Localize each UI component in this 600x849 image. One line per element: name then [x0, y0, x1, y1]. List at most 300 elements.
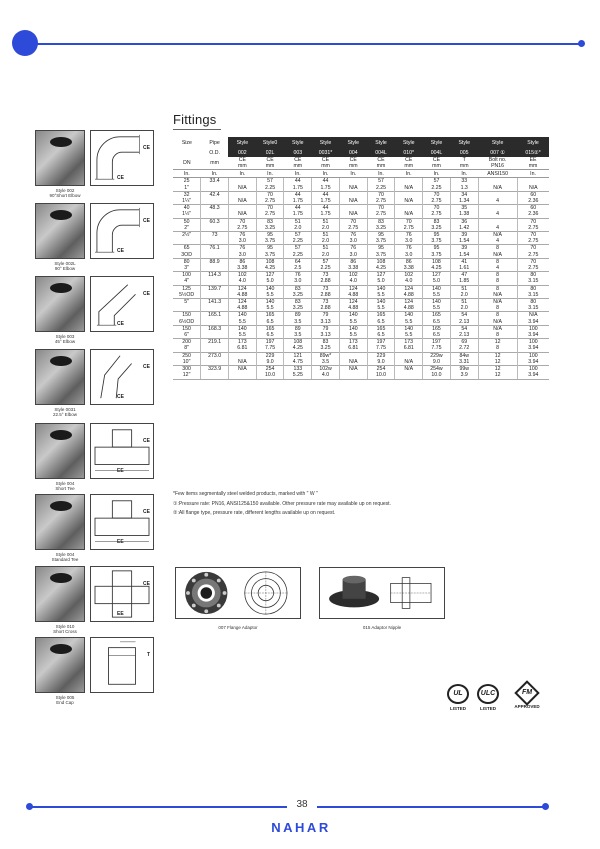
table-cell: 32 — [173, 191, 201, 198]
table-cell: 41 — [450, 258, 478, 265]
table-cell: 254 — [367, 366, 395, 373]
table-row — [173, 252, 549, 259]
table-cell: 165 — [256, 312, 284, 319]
table-cell: 3.0 — [395, 252, 423, 259]
fitting-drawing — [90, 566, 154, 622]
table-cell: 4.75 — [284, 359, 312, 366]
table-cell: 108 — [367, 258, 395, 265]
table-cell: 86 — [395, 258, 423, 265]
header-style: Style — [395, 137, 423, 149]
pipe-opening — [50, 210, 72, 220]
table-cell — [201, 372, 229, 379]
table-cell: 44 — [284, 191, 312, 198]
caption-style: Style 002L — [54, 261, 76, 266]
header-rule — [32, 43, 580, 45]
header-style: Style — [517, 137, 549, 149]
table-cell: 70 — [517, 245, 549, 252]
fitting-drawing — [90, 494, 154, 550]
table-row — [173, 198, 549, 205]
table-cell: 70 — [256, 191, 284, 198]
table-cell: 76.1 — [201, 245, 229, 252]
table-cell: 70 — [423, 205, 451, 212]
table-cell: 80 — [517, 272, 549, 279]
table-cell: 102 — [228, 272, 256, 279]
table-cell: 76 — [395, 245, 423, 252]
fitting-caption — [25, 552, 105, 562]
table-cell: 141.3 — [201, 299, 229, 306]
table-cell: 140 — [339, 325, 367, 332]
dimension-label: CE — [117, 394, 124, 400]
table-cell: 83 — [284, 285, 312, 292]
table-cell: 8 — [478, 258, 517, 265]
table-row — [173, 178, 549, 185]
table-cell: 57 — [284, 245, 312, 252]
fitting-caption — [25, 695, 105, 705]
table-cell: 3.75 — [423, 252, 451, 259]
table-cell: 83 — [367, 218, 395, 225]
table-cell: 140 — [228, 325, 256, 332]
flange-adaptor-image — [175, 567, 301, 619]
pipe-opening — [50, 356, 72, 366]
table-cell: 2.36 — [517, 198, 549, 205]
table-cell — [201, 359, 229, 366]
table-cell: 229 — [367, 352, 395, 359]
table-cell: 8 — [478, 332, 517, 339]
table-cell: 10.0 — [423, 372, 451, 379]
table-cell: 2.75 — [517, 225, 549, 232]
table-cell: 124 — [228, 299, 256, 306]
pipe-opening — [50, 137, 72, 147]
table-cell: N/A — [478, 319, 517, 326]
table-cell: 2.75 — [395, 225, 423, 232]
table-cell: 76 — [339, 232, 367, 239]
table-cell — [201, 238, 229, 245]
ul-label: LISTED — [449, 706, 466, 711]
caption-style: Style 004 — [55, 481, 75, 486]
table-cell — [478, 218, 517, 225]
table-cell — [517, 178, 549, 185]
header-style-code: 007 ① — [478, 149, 517, 157]
dimension-label: CE — [143, 438, 150, 444]
table-cell: 100 — [173, 272, 201, 279]
table-cell — [395, 352, 423, 359]
table-cell: 1.54 — [450, 238, 478, 245]
table-row — [173, 359, 549, 366]
table-cell: 273.0 — [201, 352, 229, 359]
table-cell: 124 — [339, 299, 367, 306]
table-cell: N/A — [478, 299, 517, 306]
table-cell: 6.5 — [256, 332, 284, 339]
table-cell: 60 — [517, 205, 549, 212]
table-cell: 4.0 — [228, 278, 256, 285]
header-unit-inch: In. — [256, 170, 284, 178]
table-cell: 197 — [256, 339, 284, 346]
table-row — [173, 319, 549, 326]
header-style: Style0 — [256, 137, 284, 149]
table-cell: 95 — [423, 232, 451, 239]
header-unit: mm — [404, 163, 414, 170]
table-cell: 3.75 — [256, 252, 284, 259]
table-cell: 51 — [312, 218, 340, 225]
table-row — [173, 325, 549, 332]
table-cell: 3.0 — [339, 252, 367, 259]
table-cell: 3.25 — [423, 225, 451, 232]
table-row — [173, 292, 549, 299]
table-cell: 80 — [517, 285, 549, 292]
caption-type: 45° Elbow — [54, 339, 76, 344]
table-cell: 47 — [450, 272, 478, 279]
table-cell: 3.5 — [284, 319, 312, 326]
table-cell: 70 — [517, 258, 549, 265]
table-cell: 5.5 — [423, 292, 451, 299]
table-cell: N/A — [478, 325, 517, 332]
table-cell: 121 — [284, 352, 312, 359]
table-cell: 2.88 — [312, 292, 340, 299]
table-cell: 3.25 — [312, 345, 340, 352]
table-row — [173, 372, 549, 379]
table-row — [173, 352, 549, 359]
table-cell: 2.72 — [450, 345, 478, 352]
table-cell: 8 — [478, 285, 517, 292]
table-cell: 1.3 — [450, 185, 478, 192]
header-dimension-name: Bolt no. — [488, 157, 507, 163]
header-style-code: 02L — [256, 149, 284, 157]
table-cell: 7.75 — [256, 345, 284, 352]
header-od: O.D. — [201, 149, 229, 157]
pipe-opening — [50, 501, 72, 511]
table-cell: 4 — [478, 211, 517, 218]
table-cell: 165 — [367, 312, 395, 319]
table-cell: 114.3 — [201, 272, 229, 279]
table-cell: 4.0 — [339, 278, 367, 285]
table-cell: 127 — [367, 272, 395, 279]
table-cell: 4" — [184, 278, 189, 285]
table-cell: 140 — [423, 299, 451, 306]
table-cell: 250 — [173, 352, 201, 359]
table-cell: 2.5 — [284, 265, 312, 272]
table-cell: 323.9 — [201, 366, 229, 373]
table-cell — [201, 305, 229, 312]
table-cell — [228, 191, 256, 198]
dimension-label: CE — [143, 145, 150, 151]
header-dimension — [312, 157, 340, 170]
header-dimension-name: CE — [377, 157, 385, 163]
table-cell: N/A — [228, 211, 256, 218]
header-style-code: 015②* — [517, 149, 549, 157]
header-dimension — [201, 157, 229, 170]
table-cell: 5.5 — [256, 292, 284, 299]
table-cell — [173, 238, 201, 245]
fm-label: APPROVED — [514, 704, 540, 709]
table-cell: 5.5 — [256, 305, 284, 312]
table-cell: 57 — [256, 178, 284, 185]
table-cell: 3.15 — [517, 278, 549, 285]
header-style: Style — [423, 137, 451, 149]
table-cell — [201, 292, 229, 299]
fitting-photo — [35, 494, 85, 550]
fitting-caption — [25, 407, 105, 417]
table-cell: 5.5 — [423, 305, 451, 312]
header-dimension — [423, 157, 451, 170]
ul-listed-mark — [444, 684, 472, 711]
table-cell: 2.0 — [312, 252, 340, 259]
table-cell: 76 — [228, 245, 256, 252]
table-cell: N/A — [517, 185, 549, 192]
table-cell: 4.88 — [228, 305, 256, 312]
header-unit-inch: In. — [339, 170, 367, 178]
table-cell: 6.81 — [339, 345, 367, 352]
table-cell: 2.25 — [423, 185, 451, 192]
fittings-dimension-table — [173, 137, 549, 380]
table-cell: 65 — [173, 245, 201, 252]
table-cell: 70 — [367, 205, 395, 212]
table-cell: 2.13 — [450, 319, 478, 326]
table-cell: 8 — [478, 305, 517, 312]
table-cell: 57 — [312, 258, 340, 265]
table-cell: N/A — [395, 198, 423, 205]
table-cell: 44 — [312, 191, 340, 198]
table-cell: 165 — [423, 312, 451, 319]
dimension-label: EE — [117, 468, 124, 474]
table-cell: 140 — [423, 285, 451, 292]
table-cell: 6.5 — [256, 319, 284, 326]
table-cell: 3.15 — [517, 305, 549, 312]
table-cell: 124 — [339, 285, 367, 292]
note-flange: ②:All flange type, pressure rate, different lengths available up on request. — [173, 510, 336, 516]
table-cell: 3.38 — [395, 265, 423, 272]
table-cell: 2" — [184, 224, 189, 231]
table-cell: 102w — [312, 366, 340, 373]
table-cell: 3.94 — [517, 345, 549, 352]
table-cell: 127 — [423, 272, 451, 279]
table-cell: 7.75 — [367, 345, 395, 352]
caption-type: Standard Tee — [51, 557, 79, 562]
table-cell: 3.94 — [517, 359, 549, 366]
table-cell: 2½" — [173, 232, 201, 239]
table-cell — [478, 191, 517, 198]
table-cell: 2.75 — [423, 211, 451, 218]
table-cell: 25 — [173, 178, 201, 185]
table-cell: N/A — [339, 198, 367, 205]
fitting-drawing — [90, 349, 154, 405]
table-cell: 5½OD — [179, 291, 195, 298]
header-unit: mm — [376, 163, 386, 170]
table-cell: 2.75 — [256, 211, 284, 218]
table-cell: 3.13 — [312, 319, 340, 326]
header-dimension — [339, 157, 367, 170]
table-row — [173, 272, 549, 279]
table-cell: 44 — [284, 178, 312, 185]
table-cell: 165.1 — [201, 312, 229, 319]
header-dimension — [395, 157, 423, 170]
header-style: Style — [284, 137, 312, 149]
header-dimension-name: mm — [210, 160, 219, 167]
table-cell — [201, 185, 229, 192]
table-cell: 42.4 — [201, 191, 229, 198]
header-dimension — [517, 157, 549, 170]
header-unit: mm — [432, 163, 441, 170]
table-cell: 1.54 — [450, 252, 478, 259]
fitting-photo — [35, 637, 85, 693]
table-row — [173, 225, 549, 232]
table-cell: 89w* — [312, 352, 340, 359]
table-cell: 1.75 — [284, 198, 312, 205]
fitting-caption — [25, 481, 105, 491]
table-cell: 4.25 — [284, 345, 312, 352]
header-unit-inch: In. — [228, 170, 256, 178]
table-cell: 73 — [201, 232, 229, 239]
caption-type: 22.5° Elbow — [52, 412, 78, 417]
table-cell: 5.0 — [423, 278, 451, 285]
table-row — [173, 339, 549, 346]
table-cell: 3.94 — [517, 372, 549, 379]
table-cell — [201, 319, 229, 326]
caption-style: Style 010 — [55, 624, 75, 629]
table-cell: 8 — [478, 345, 517, 352]
table-cell: 80 — [173, 258, 201, 265]
table-row — [173, 218, 549, 225]
header-dimension-name: CE — [321, 157, 330, 163]
table-cell: 5.0 — [367, 278, 395, 285]
caption-type: End Cap — [56, 700, 74, 705]
table-cell: 1.42 — [450, 225, 478, 232]
table-cell: 3" — [184, 265, 189, 272]
table-cell: 4.88 — [395, 292, 423, 299]
header-unit-inch: In. — [201, 170, 229, 178]
table-row — [173, 232, 549, 239]
table-cell: 9.0 — [256, 359, 284, 366]
table-cell: 3.25 — [284, 292, 312, 299]
table-cell: 140 — [395, 325, 423, 332]
table-cell: 3.25 — [256, 225, 284, 232]
table-cell: 12 — [478, 372, 517, 379]
table-cell — [201, 252, 229, 259]
table-cell: 200 — [173, 339, 201, 346]
table-cell — [395, 191, 423, 198]
header-style-code: 0031* — [312, 149, 340, 157]
table-cell: 165 — [423, 325, 451, 332]
fitting-photo — [35, 349, 85, 405]
table-row — [173, 205, 549, 212]
table-cell — [228, 178, 256, 185]
page-number: 38 — [287, 799, 317, 810]
caption-style: Style 002 — [55, 188, 75, 193]
header-dimension-name: CE — [266, 157, 274, 163]
header-style-code: 005 — [450, 149, 478, 157]
table-row — [173, 191, 549, 198]
table-row — [173, 185, 549, 192]
table-cell — [339, 191, 367, 198]
table-cell: N/A — [228, 366, 256, 373]
header-dimension — [450, 157, 478, 170]
table-cell: 3.5 — [312, 359, 340, 366]
table-cell: 140 — [228, 312, 256, 319]
table-cell: 70 — [256, 205, 284, 212]
table-cell: 1.75 — [312, 211, 340, 218]
fitting-photo — [35, 566, 85, 622]
header-unit: mm — [238, 163, 247, 170]
table-cell: 10.0 — [367, 372, 395, 379]
brand-logo: NAHAR — [271, 820, 331, 835]
table-cell: 95 — [256, 232, 284, 239]
header-style: Style — [478, 137, 517, 149]
ulc-icon: ULC — [477, 684, 499, 704]
header-style-code: 004L — [367, 149, 395, 157]
flange-adaptor-caption: 007 Flange Adaptor — [218, 625, 258, 630]
table-cell: 40 — [173, 205, 201, 212]
header-dimension — [228, 157, 256, 170]
fitting-drawing — [90, 203, 154, 259]
table-cell: 3.94 — [517, 319, 549, 326]
table-cell: 3.9 — [450, 372, 478, 379]
fm-icon — [514, 680, 539, 705]
table-row — [173, 332, 549, 339]
table-cell: 3.94 — [517, 332, 549, 339]
header-unit-inch: In. — [367, 170, 395, 178]
table-cell: 2.25 — [284, 238, 312, 245]
table-cell: 6.5 — [423, 319, 451, 326]
table-row — [173, 345, 549, 352]
fitting-photo — [35, 276, 85, 332]
table-cell: 8 — [478, 278, 517, 285]
table-cell: 12 — [478, 339, 517, 346]
header-unit-inch: In. — [517, 170, 549, 178]
table-cell: 33 — [450, 178, 478, 185]
table-cell: 168.3 — [201, 325, 229, 332]
table-cell — [228, 205, 256, 212]
table-cell: 95 — [367, 232, 395, 239]
table-cell — [201, 225, 229, 232]
table-cell: 9.0 — [423, 359, 451, 366]
table-cell: N/A — [339, 359, 367, 366]
adaptor-nipple-image — [319, 567, 445, 619]
table-row — [173, 265, 549, 272]
table-cell: 124 — [395, 285, 423, 292]
table-cell — [201, 332, 229, 339]
caption-style: Style 003 — [55, 334, 75, 339]
table-cell: 133 — [284, 366, 312, 373]
table-cell: 4.25 — [367, 265, 395, 272]
table-cell: 3.75 — [256, 238, 284, 245]
caption-type: 90°Short Elbow — [49, 193, 81, 198]
table-cell: 12" — [173, 372, 201, 379]
table-cell — [395, 178, 423, 185]
adaptor-nipple-caption: 015 Adaptor Nipple — [362, 625, 402, 630]
dimension-label: CE — [143, 218, 150, 224]
fitting-photo — [35, 203, 85, 259]
table-row — [173, 305, 549, 312]
table-cell: 3.75 — [423, 238, 451, 245]
table-cell: 73 — [312, 285, 340, 292]
table-cell: 70 — [517, 232, 549, 239]
table-cell: 5.0 — [256, 278, 284, 285]
table-cell: 39 — [450, 245, 478, 252]
table-cell: 2.75 — [517, 238, 549, 245]
table-cell: 51 — [312, 245, 340, 252]
pipe-opening — [50, 430, 72, 440]
table-row — [173, 258, 549, 265]
table-cell: 3.75 — [367, 238, 395, 245]
table-cell: 8 — [478, 245, 517, 252]
table-cell: 73 — [312, 299, 340, 306]
header-dimension — [256, 157, 284, 170]
table-cell: 124 — [228, 285, 256, 292]
header-unit-inch: In. — [450, 170, 478, 178]
header-unit-inch: In. — [284, 170, 312, 178]
table-cell: 51 — [450, 285, 478, 292]
table-cell: 2.75 — [367, 211, 395, 218]
table-cell — [201, 198, 229, 205]
